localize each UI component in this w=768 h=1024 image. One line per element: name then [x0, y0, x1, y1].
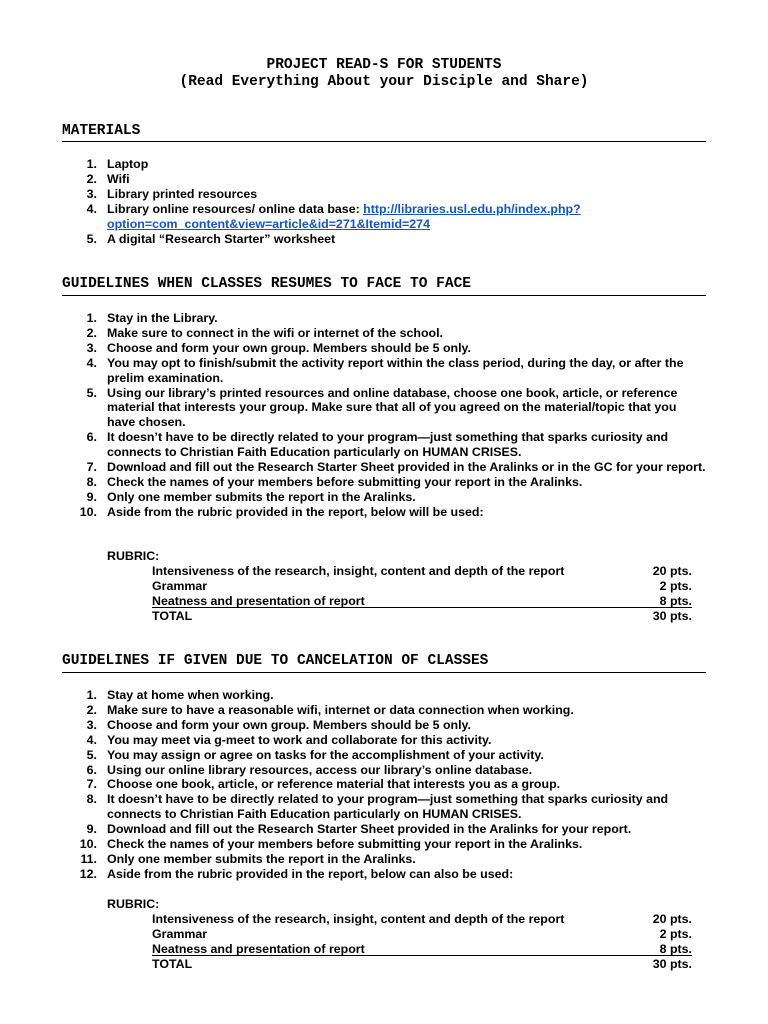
item-text: You may meet via g-meet to work and collaborate for this activity. — [107, 732, 492, 747]
face-to-face-list — [62, 311, 708, 520]
item-number: 2. — [86, 325, 97, 340]
rubric-criterion: Intensiveness of the research, insight, content and depth of the report — [152, 564, 565, 578]
item-number: 7. — [86, 777, 97, 792]
list-item — [62, 822, 708, 837]
item-text: You may assign or agree on tasks for the accomplishment of your activity. — [107, 747, 544, 762]
list-item — [62, 326, 708, 341]
rubric-criterion: Neatness and presentation of report — [152, 942, 365, 956]
list-item — [62, 475, 708, 490]
rubric-row — [152, 579, 692, 594]
item-number: 7. — [86, 460, 97, 475]
item-number: 8. — [86, 792, 97, 807]
rubric-criterion: TOTAL — [152, 609, 193, 623]
rubric-points: 2 pts. — [659, 579, 692, 593]
rubric-label: RUBRIC: — [107, 549, 160, 563]
list-item — [62, 430, 708, 460]
materials-divider — [62, 141, 706, 142]
item-text: Make sure to have a reasonable wifi, internet or data connection when working. — [107, 702, 574, 717]
item-number: 3. — [86, 717, 97, 732]
list-item — [62, 232, 708, 247]
item-text: Choose and form your own group. Members should be 5 only. — [107, 340, 471, 355]
item-number: 4. — [86, 201, 97, 216]
rubric-points: 8 pts. — [659, 942, 692, 956]
rubric-criterion: Intensiveness of the research, insight, content and depth of the report — [152, 912, 565, 926]
item-text: Using our online library resources, access our library’s online database. — [107, 762, 533, 777]
item-number: 4. — [86, 732, 97, 747]
document-title: PROJECT READ-S FOR STUDENTS — [266, 57, 502, 73]
item-number: 12. — [79, 866, 97, 881]
item-number: 1. — [86, 157, 97, 171]
rubric-criterion: Grammar — [152, 927, 208, 941]
item-text: You may opt to finish/submit the activity report within the class period, during the day, or after the prelim examination. — [107, 355, 684, 385]
list-item — [62, 356, 708, 386]
item-number: 9. — [86, 489, 97, 504]
list-item — [62, 837, 708, 852]
list-item — [62, 763, 708, 778]
materials-list — [62, 157, 708, 246]
list-item — [62, 157, 708, 172]
list-item — [62, 341, 708, 356]
list-item — [62, 718, 708, 733]
rubric-points: 20 pts. — [652, 912, 692, 926]
item-number: 5. — [86, 385, 97, 400]
item-number: 4. — [86, 355, 97, 370]
item-text: Laptop — [107, 157, 149, 171]
rubric-criterion: TOTAL — [152, 957, 193, 971]
item-text: Aside from the rubric provided in the report, below can also be used: — [107, 866, 514, 881]
item-text: Stay in the Library. — [107, 311, 218, 325]
list-item — [62, 202, 708, 232]
rubric-points: 2 pts. — [659, 927, 692, 941]
rubric-points: 8 pts. — [659, 594, 692, 608]
item-text: A digital “Research Starter” worksheet — [107, 231, 336, 246]
rubric-total-row — [152, 957, 692, 972]
cancelation-list — [62, 688, 708, 882]
rubric-points: 30 pts. — [652, 957, 692, 971]
face-to-face-divider — [62, 295, 706, 296]
item-text — [107, 202, 708, 232]
cancelation-heading: GUIDELINES IF GIVEN DUE TO CANCELATION OF CLASSES — [62, 653, 489, 669]
item-text: It doesn’t have to be directly related to your program—just something that sparks curiosity and connects to Christian Faith Education particularly on HUMAN CRISES. — [107, 792, 669, 822]
rubric-row — [152, 927, 692, 942]
list-item — [62, 688, 708, 703]
rubric-row — [152, 912, 692, 927]
rubric-row — [152, 564, 692, 579]
item-number: 5. — [86, 747, 97, 762]
item-text: Only one member submits the report in the Aralinks. — [107, 851, 416, 866]
rubric-row — [152, 942, 692, 956]
item-text-prefix: Library online resources/ online data base: — [107, 201, 364, 216]
item-number: 3. — [86, 340, 97, 355]
document-subtitle: (Read Everything About your Disciple and Share) — [179, 74, 589, 90]
item-number: 10. — [79, 837, 97, 852]
item-text: Only one member submits the report in the Aralinks. — [107, 489, 416, 504]
list-item — [62, 505, 708, 520]
item-number: 2. — [86, 702, 97, 717]
list-item — [62, 867, 708, 882]
list-item — [62, 852, 708, 867]
rubric-label: RUBRIC: — [107, 897, 160, 911]
list-item — [62, 748, 708, 763]
item-text: Choose one book, article, or reference material that interests you as a group. — [107, 777, 561, 792]
list-item — [62, 311, 708, 326]
item-text: Check the names of your members before submitting your report in the Aralinks. — [107, 837, 583, 852]
item-text: Download and fill out the Research Starter Sheet provided in the Aralinks or in the GC for your report. — [107, 460, 706, 475]
item-number: 5. — [86, 231, 97, 246]
item-text: Download and fill out the Research Starter Sheet provided in the Aralinks for your report. — [107, 822, 632, 837]
rubric-points: 30 pts. — [652, 609, 692, 623]
item-text: Make sure to connect in the wifi or internet of the school. — [107, 325, 443, 340]
item-text: Aside from the rubric provided in the report, below will be used: — [107, 504, 484, 519]
list-item — [62, 187, 708, 202]
item-text: It doesn’t have to be directly related to your program—just something that sparks curiosity and connects to Christian Faith Education particularly on HUMAN CRISES. — [107, 430, 669, 460]
list-item — [62, 490, 708, 505]
item-number: 10. — [79, 504, 97, 519]
rubric-criterion: Grammar — [152, 579, 208, 593]
materials-heading: MATERIALS — [62, 123, 141, 139]
list-item — [62, 703, 708, 718]
list-item — [62, 792, 708, 822]
item-number: 3. — [86, 186, 97, 201]
item-number: 6. — [86, 430, 97, 445]
item-number: 11. — [80, 851, 97, 866]
library-database-link[interactable]: http://libraries.usl.edu.ph/index.php?option=com_content&view=article&id=271&Itemid=274 — [107, 201, 581, 231]
rubric-row — [152, 594, 692, 608]
list-item — [62, 386, 708, 431]
item-number: 2. — [86, 171, 97, 186]
item-text: Check the names of your members before submitting your report in the Aralinks. — [107, 474, 583, 489]
item-text: Choose and form your own group. Members should be 5 only. — [107, 717, 471, 732]
list-item — [62, 777, 708, 792]
rubric-points: 20 pts. — [652, 564, 692, 578]
item-number: 9. — [86, 822, 97, 837]
rubric-total-row — [152, 609, 692, 624]
item-number: 6. — [86, 762, 97, 777]
list-item — [62, 460, 708, 475]
item-text: Using our library’s printed resources and online database, choose one book, article, or reference material that interests your group. Make sure that all of you agreed on the material/topic that you have chosen. — [107, 385, 678, 430]
list-item — [62, 172, 708, 187]
item-text: Wifi — [107, 171, 130, 186]
face-to-face-heading: GUIDELINES WHEN CLASSES RESUMES TO FACE TO FACE — [62, 276, 471, 292]
item-number: 1. — [86, 688, 97, 702]
item-text: Stay at home when working. — [107, 688, 274, 702]
item-number: 8. — [86, 474, 97, 489]
item-number: 1. — [86, 311, 97, 325]
cancelation-divider — [62, 672, 706, 673]
list-item — [62, 733, 708, 748]
rubric-criterion: Neatness and presentation of report — [152, 594, 365, 608]
item-text: Library printed resources — [107, 186, 258, 201]
